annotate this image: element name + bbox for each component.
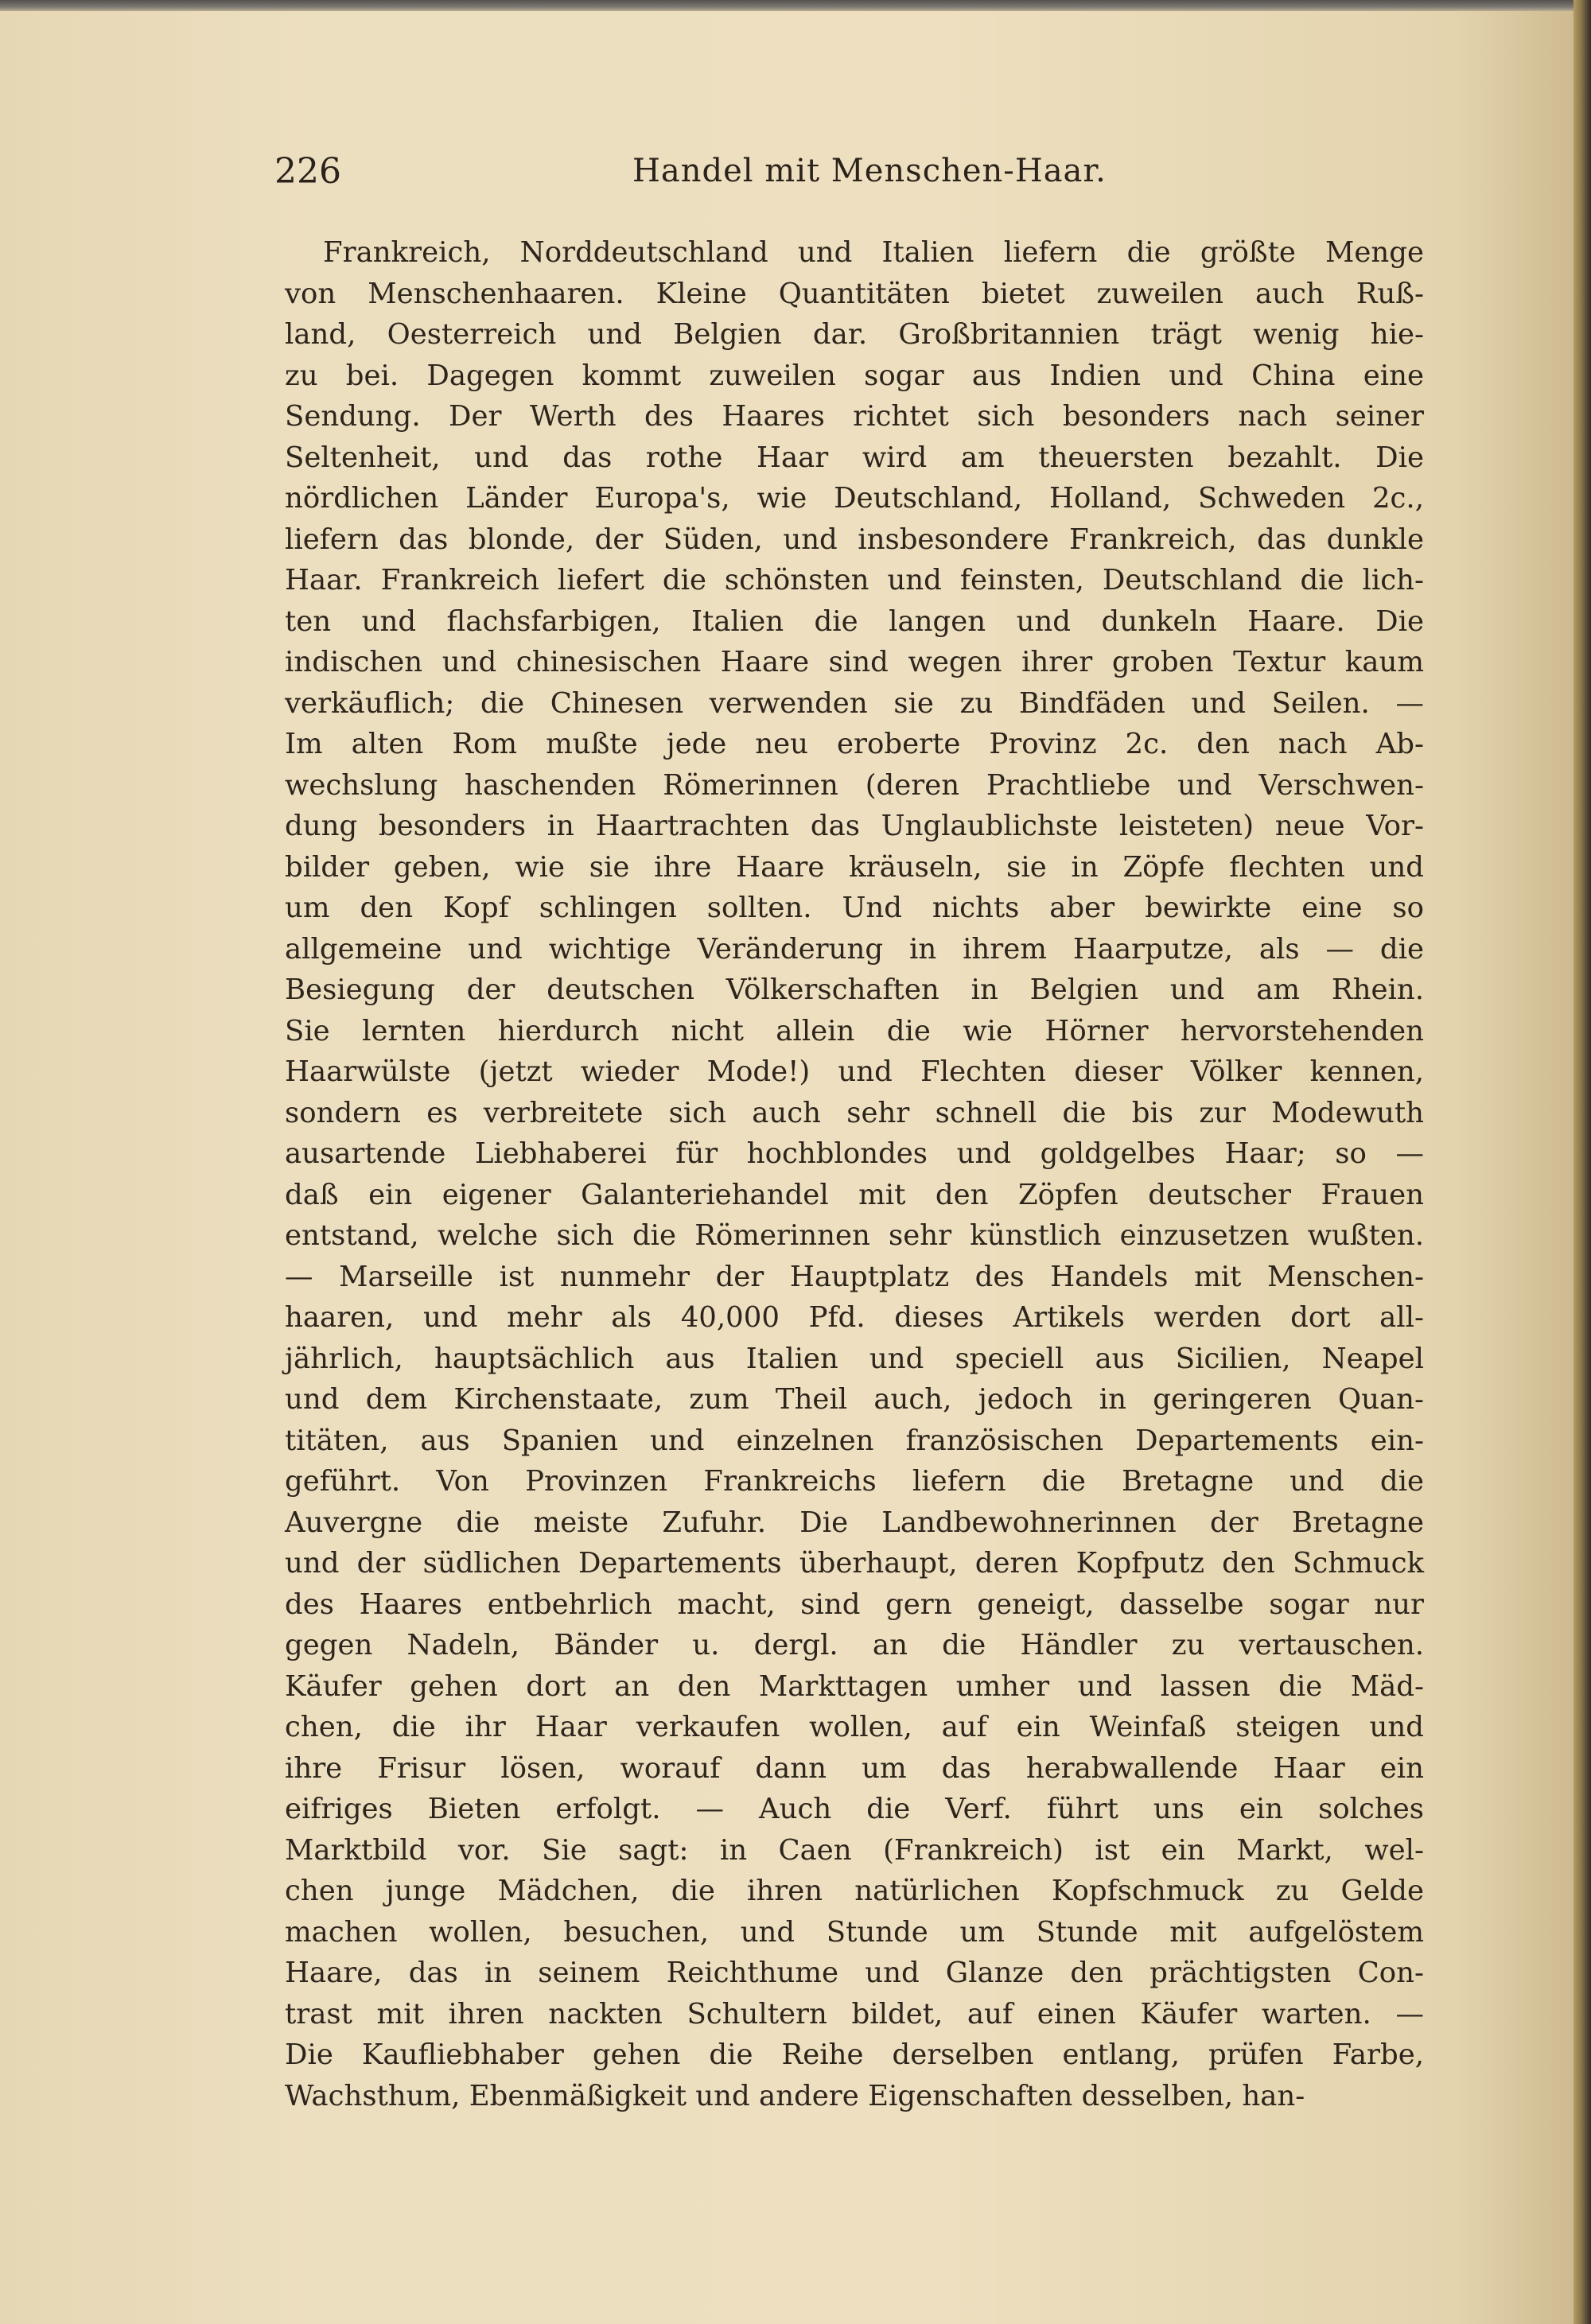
text-line: Besiegung der deutschen Völkerschaften in Belgien und am Rhein.	[285, 974, 1424, 1006]
text-line: und dem Kirchenstaate, zum Theil auch, jedoch in geringeren Quan-	[285, 1383, 1424, 1416]
text-line: dung besonders in Haartrachten das Unglaublichste leisteten) neue Vor-	[285, 810, 1424, 842]
text-line: Seltenheit, und das rothe Haar wird am theuersten bezahlt. Die	[285, 441, 1424, 474]
text-line: des Haares entbehrlich macht, sind gern geneigt, dasselbe sogar nur	[285, 1588, 1424, 1621]
text-line: chen, die ihr Haar verkaufen wollen, auf ein Weinfaß steigen und	[285, 1711, 1424, 1743]
text-line: Käufer gehen dort an den Markttagen umher und lassen die Mäd-	[285, 1669, 1424, 1703]
text-line: machen wollen, besuchen, und Stunde um Stunde mit aufgelöstem	[285, 1915, 1424, 1949]
text-line: indischen und chinesischen Haare sind wegen ihrer groben Textur kaum	[285, 646, 1424, 678]
page-number: 226	[274, 151, 341, 192]
text-line: Sendung. Der Werth des Haares richtet sich besonders nach seiner	[285, 400, 1424, 433]
text-line: ten und flachsfarbigen, Italien die langen und dunkeln Haare. Die	[285, 604, 1424, 638]
text-line: entstand, welche sich die Römerinnen sehr künstlich einzusetzen wußten.	[285, 1219, 1424, 1252]
text-line: chen junge Mädchen, die ihren natürlichen Kopfschmuck zu Gelde	[285, 1875, 1424, 1907]
text-line: jährlich, hauptsächlich aus Italien und speciell aus Sicilien, Neapel	[285, 1342, 1424, 1375]
running-title: Handel mit Menschen-Haar.	[632, 153, 1107, 189]
text-line: gegen Nadeln, Bänder u. dergl. an die Händler zu vertauschen.	[285, 1629, 1424, 1661]
text-line: — Marseille ist nunmehr der Hauptplatz des Handels mit Menschen-	[285, 1260, 1424, 1293]
text-line: ausartende Liebhaberei für hochblondes und goldgelbes Haar; so —	[285, 1137, 1424, 1170]
text-line: Marktbild vor. Sie sagt: in Caen (Frankreich) ist ein Markt, wel-	[285, 1833, 1424, 1867]
text-line: geführt. Von Provinzen Frankreichs liefern die Bretagne und die	[285, 1465, 1424, 1498]
text-line: um den Kopf schlingen sollten. Und nichts aber bewirkte eine so	[285, 892, 1424, 924]
text-line: trast mit ihren nackten Schultern bildet, auf einen Käufer warten. —	[285, 1997, 1424, 2031]
text-line: haaren, und mehr als 40,000 Pfd. dieses Artikels werden dort all-	[285, 1301, 1424, 1334]
text-line: Haar. Frankreich liefert die schönsten und feinsten, Deutschland die lich-	[285, 564, 1424, 597]
text-line: zu bei. Dagegen kommt zuweilen sogar aus Indien und China eine	[285, 359, 1424, 392]
text-line: Haarwülste (jetzt wieder Mode!) und Flechten dieser Völker kennen,	[285, 1055, 1424, 1088]
text-line: Auvergne die meiste Zufuhr. Die Landbewohnerinnen der Bretagne	[285, 1506, 1424, 1539]
text-line: eifriges Bieten erfolgt. — Auch die Verf. führt uns ein solches	[285, 1793, 1424, 1825]
page-top-edge	[0, 0, 1591, 11]
text-line: daß ein eigener Galanteriehandel mit den Zöpfen deutscher Frauen	[285, 1178, 1424, 1211]
text-line: bilder geben, wie sie ihre Haare kräuseln, sie in Zöpfe flechten und	[285, 850, 1424, 884]
text-line: Im alten Rom mußte jede neu eroberte Provinz 2c. den nach Ab-	[285, 728, 1424, 760]
text-line: Haare, das in seinem Reichthume und Glanze den prächtigsten Con-	[285, 1957, 1424, 1989]
text-line: allgemeine und wichtige Veränderung in ihrem Haarputze, als — die	[285, 932, 1424, 966]
book-spine-edge	[1573, 0, 1591, 2324]
text-line: nördlichen Länder Europa's, wie Deutschland, Holland, Schweden 2c.,	[285, 482, 1424, 515]
text-line: Die Kaufliebhaber gehen die Reihe derselben entlang, prüfen Farbe,	[285, 2038, 1424, 2071]
text-line: Frankreich, Norddeutschland und Italien liefern die größte Menge	[323, 236, 1424, 269]
text-line: land, Oesterreich und Belgien dar. Großbritannien trägt wenig hie-	[285, 318, 1424, 351]
text-line: ihre Frisur lösen, worauf dann um das herabwallende Haar ein	[285, 1751, 1424, 1785]
text-line: titäten, aus Spanien und einzelnen französischen Departements ein-	[285, 1424, 1424, 1457]
text-line: Wachsthum, Ebenmäßigkeit und andere Eigenschaften desselben, han-	[285, 2079, 1305, 2112]
text-line: wechslung haschenden Römerinnen (deren Prachtliebe und Verschwen-	[285, 768, 1424, 802]
text-line: Sie lernten hierdurch nicht allein die wie Hörner hervorstehenden	[285, 1014, 1424, 1047]
running-head	[274, 151, 1420, 200]
text-line: sondern es verbreitete sich auch sehr schnell die bis zur Modewuth	[285, 1096, 1424, 1129]
text-line: liefern das blonde, der Süden, und insbesondere Frankreich, das dunkle	[285, 523, 1424, 556]
text-line: von Menschenhaaren. Kleine Quantitäten bietet zuweilen auch Ruß-	[285, 277, 1424, 310]
body-text	[285, 232, 1424, 2116]
text-line: verkäuflich; die Chinesen verwenden sie zu Bindfäden und Seilen. —	[285, 686, 1424, 720]
text-line: und der südlichen Departements überhaupt, deren Kopfputz den Schmuck	[285, 1547, 1424, 1580]
